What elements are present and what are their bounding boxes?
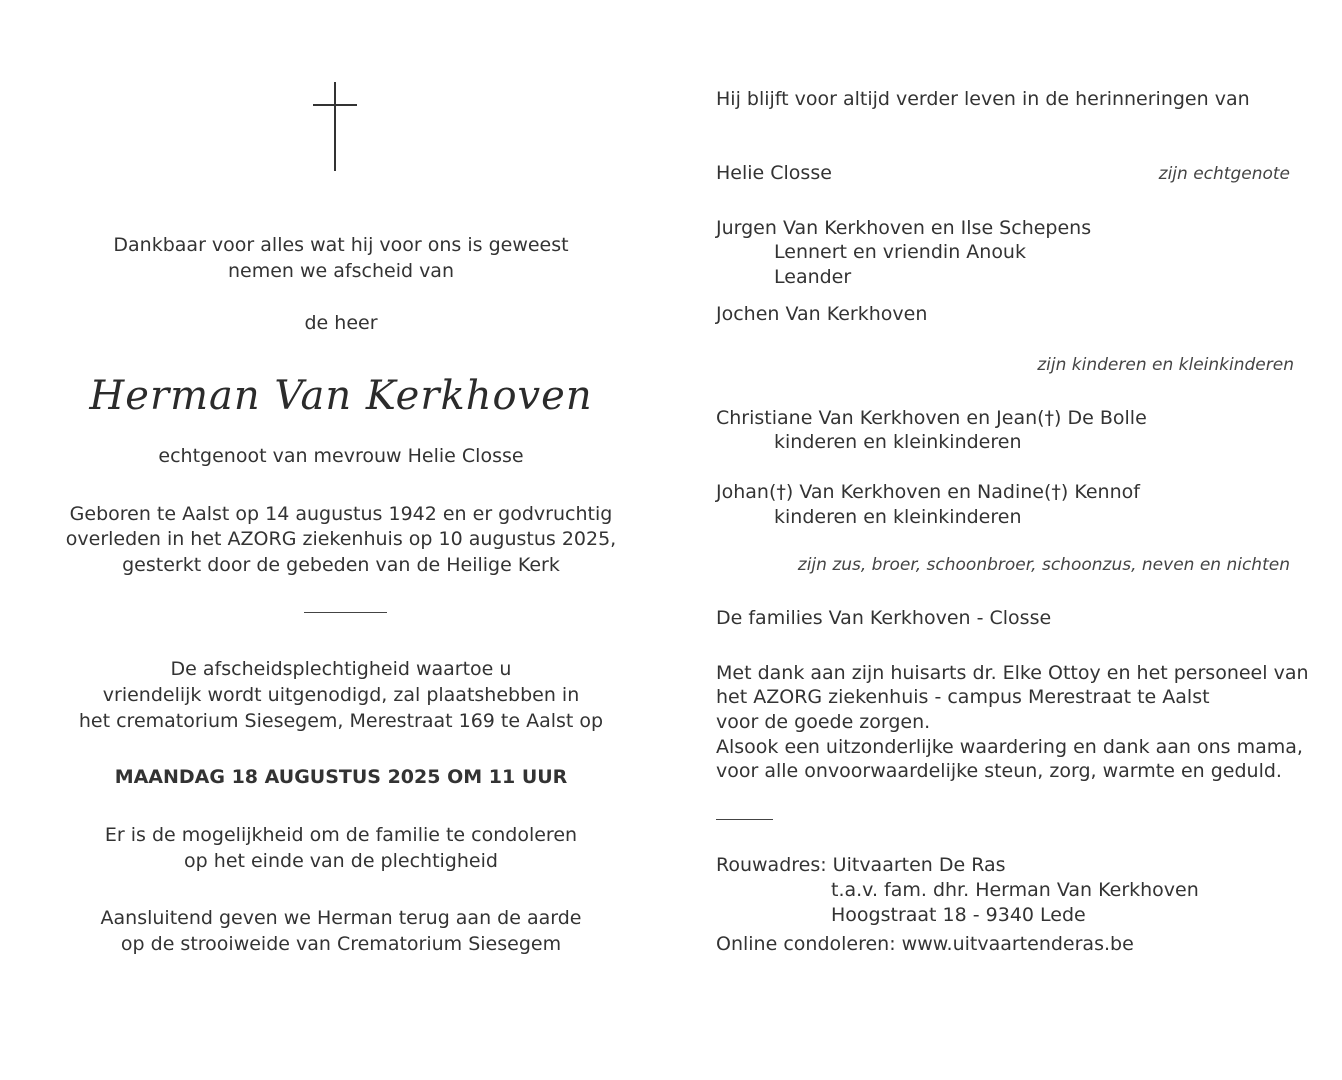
grandchild-2: Leander: [774, 266, 852, 288]
title: de heer: [304, 312, 378, 334]
address-line-1: Rouwadres: Uitvaarten De Ras: [716, 854, 1006, 876]
memories-heading: Hij blijft voor altijd verder leven in de herinneringen van: [716, 88, 1250, 110]
sibling-2-sub: kinderen en kleinkinderen: [774, 506, 1022, 528]
sibling-2: Johan(†) Van Kerkhoven en Nadine(†) Kennof: [716, 481, 1140, 503]
online-condolences: Online condoleren: www.uitvaartenderas.be: [716, 933, 1134, 955]
ceremony-date: MAANDAG 18 AUGUSTUS 2025 OM 11 UUR: [114, 766, 568, 788]
sibling-1-sub: kinderen en kleinkinderen: [774, 431, 1022, 453]
thanks-line-3: voor de goede zorgen.: [716, 711, 931, 733]
spouse-role: zijn echtgenote: [1158, 164, 1290, 184]
thanks-line-1: Met dank aan zijn huisarts dr. Elke Ottoy en het personeel van: [716, 662, 1309, 684]
address-line-3: Hoogstraat 18 - 9340 Lede: [831, 904, 1086, 926]
families: De families Van Kerkhoven - Closse: [716, 607, 1052, 629]
grandchild-1: Lennert en vriendin Anouk: [774, 241, 1026, 263]
condolence-line-1: Er is de mogelijkheid om de familie te condoleren: [104, 824, 578, 846]
thanks-line-2: het AZORG ziekenhuis - campus Merestraat te Aalst: [716, 686, 1210, 708]
divider-right: [716, 819, 773, 820]
address-line-2: t.a.v. fam. dhr. Herman Van Kerkhoven: [831, 879, 1199, 901]
divider: [304, 612, 387, 613]
ceremony-line-3: het crematorium Siesegem, Merestraat 169 te Aalst op: [78, 710, 604, 732]
siblings-role: zijn zus, broer, schoonbroer, schoonzus, neven en nichten: [797, 555, 1290, 575]
intro-line-1: Dankbaar voor alles wat hij voor ons is geweest: [113, 234, 569, 256]
cross-icon: [313, 82, 357, 171]
children-role: zijn kinderen en kleinkinderen: [1037, 355, 1294, 375]
burial-line-1: Aansluitend geven we Herman terug aan de aarde: [100, 907, 582, 929]
name-signature: Herman Van Kerkhoven: [89, 373, 593, 419]
spouse-line: echtgenoot van mevrouw Helie Closse: [158, 445, 524, 467]
birth-line-2: overleden in het AZORG ziekenhuis op 10 augustus 2025,: [65, 528, 617, 550]
spouse-name: Helie Closse: [716, 162, 832, 184]
birth-line-3: gesterkt door de gebeden van de Heilige Kerk: [122, 554, 560, 576]
burial-line-2: op de strooiweide van Crematorium Siesegem: [120, 933, 562, 955]
child-1: Jurgen Van Kerkhoven en Ilse Schepens: [716, 217, 1092, 239]
thanks-line-4: Alsook een uitzonderlijke waardering en dank aan ons mama,: [716, 736, 1303, 758]
condolence-line-2: op het einde van de plechtigheid: [184, 850, 498, 872]
child-2: Jochen Van Kerkhoven: [716, 303, 928, 325]
birth-line-1: Geboren te Aalst op 14 augustus 1942 en er godvruchtig: [69, 503, 613, 525]
thanks-line-5: voor alle onvoorwaardelijke steun, zorg, warmte en geduld.: [716, 760, 1282, 782]
sibling-1: Christiane Van Kerkhoven en Jean(†) De Bolle: [716, 407, 1147, 429]
ceremony-line-2: vriendelijk wordt uitgenodigd, zal plaatshebben in: [102, 684, 580, 706]
intro-line-2: nemen we afscheid van: [228, 260, 454, 282]
ceremony-line-1: De afscheidsplechtigheid waartoe u: [170, 658, 512, 680]
